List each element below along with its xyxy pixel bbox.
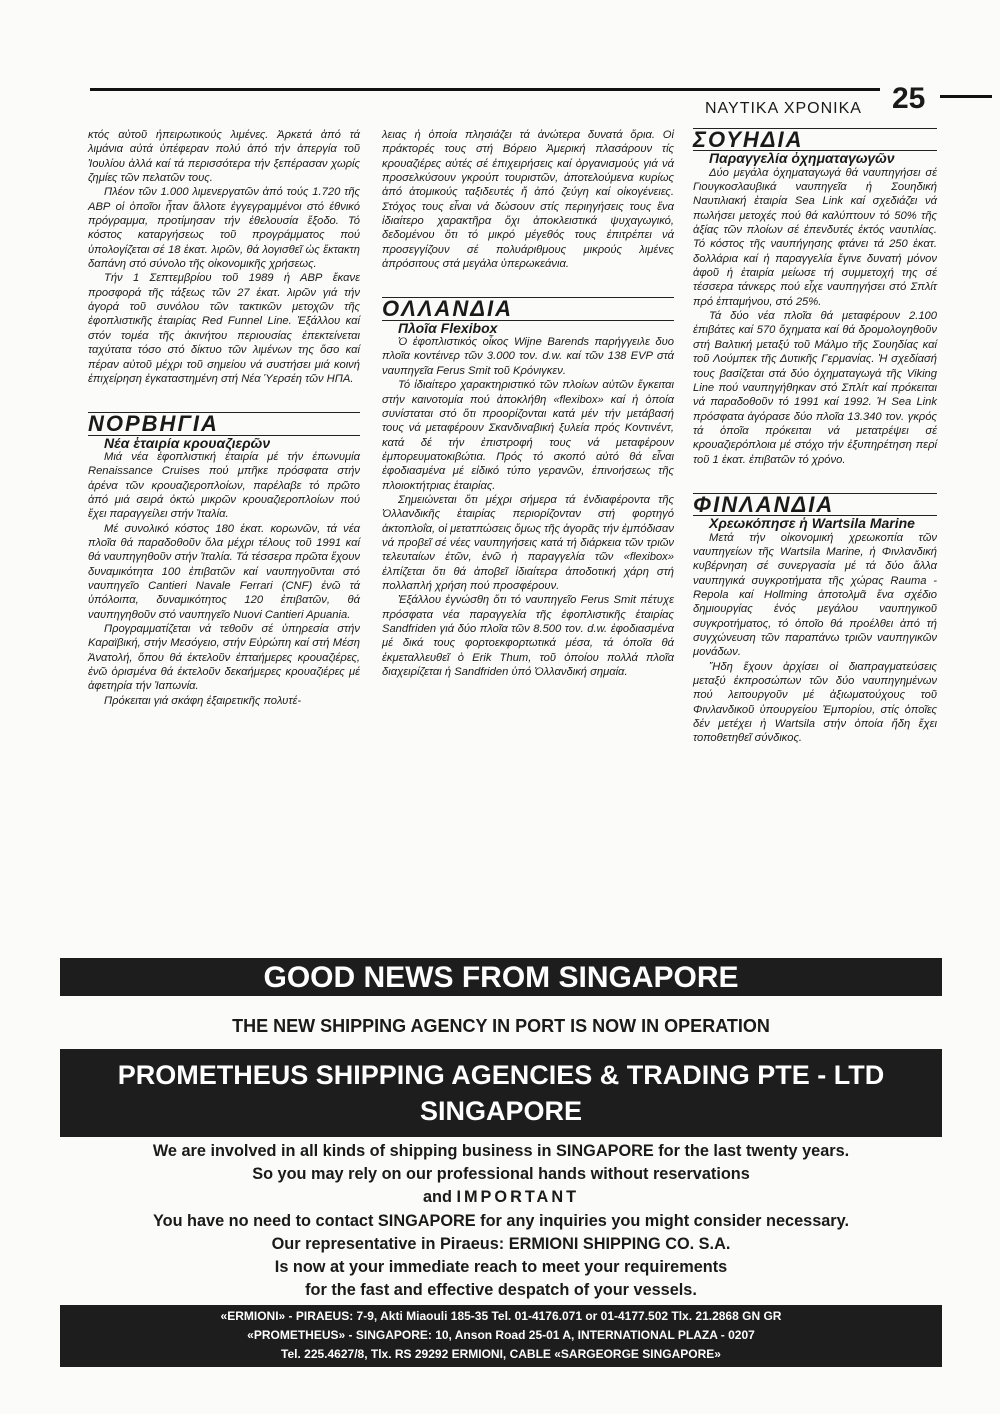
page-number: 25: [892, 82, 926, 115]
ad-line: for the fast and effective despatch of your vessels.: [305, 1281, 697, 1300]
paragraph: Δύο μεγάλα ὀχηματαγωγά θά ναυπηγήσει σέ Γιουγκοσλαυβικά ναυπηγεῖα ἡ Σουηδική Ναυτιλιακή ἑταιρία Sea Link καί σχεδιάζει νά πωλήσει μετοχές πού θά καλύπτουν τό 50% τῆς ἀξίας τῶν πλοίων σέ ἐπενδυτές ἐκτός ναυτιλίας. Τό κόστος τῆς ναυπήγησης φτάνει τά 250 ἑκατ. δολλάρια καί ἡ παραγγελία ἔγινε δυνατή μόνον ἀφοῦ ἡ ἑταιρία μείωσε τή συμμετοχή της σέ τέσσερα τάνκερς πού εἶχε ναυπηγήσει στό Σπλίτ πρό ἑπταμήνου, στό 25%.: [693, 166, 937, 308]
section-heading-finland: ΦΙΝΛΑΝΔΙΑ: [693, 493, 937, 516]
company-name: PROMETHEUS SHIPPING AGENCIES & TRADING PTE - LTD: [117, 1060, 885, 1090]
section-heading-sweden: ΣΟΥΗΔΙΑ: [693, 128, 937, 151]
contact-line: Tel. 225.4627/8, Tlx. RS 29292 ERMIONI, CABLE «SARGEORGE SINGAPORE»: [281, 1347, 721, 1361]
ad-line: Is now at your immediate reach to meet your requirements: [274, 1258, 728, 1277]
paragraph: Τήν 1 Σεπτεμβρίου τοῦ 1989 ἡ ΑΒΡ ἔκανε προσφορά τῆς τάξεως τῶν 27 ἑκατ. λιρῶν γιά τήν ἀγορά τοῦ συνόλου τῶν τακτικῶν μετοχῶν τῆς ἐφοπλιστικῆς ἑταιρίας Red Funnel Line. Ἐξάλλου καί στόν τομέα τῆς ἀκινήτου περιουσίας ἐπεκτείνεται ταχύτατα τόσο στό δίκτυο τῶν λιμένων της ὅσο καί πέραν αὐτοῦ μέχρι τοῦ σημείου νά συστήσει μιά κοινή ἐπιχείρηση ἐγκαταστημένη στή Νέα Ὑερσέη τῶν ΗΠΑ.: [88, 272, 360, 385]
ad-body: [60, 1140, 942, 1302]
column-1: [88, 128, 360, 708]
subheading: Παραγγελία ὀχηματαγωγῶν: [709, 150, 895, 167]
ad-line: So you may rely on our professional hands without reservations: [252, 1165, 750, 1184]
header-rule: [90, 88, 880, 91]
paragraph: Μετά τήν οἰκονομική χρεωκοπία τῶν ναυπηγείων τῆς Wartsila Marine, ἡ Φινλανδική κυβέρνηση σέ συνεργασία μέ τά δύο ἄλλα ναυπηγικά συγκροτήματα τῆς χώρας Rauma - Repola καί Hollming ἀποτολμᾶ ἕνα σχέδιο δημιουργίας ἑνός μεγάλου ναυπηγικοῦ συγκροτήματος, τό ὁποῖο θά προέλθει ἀπό τή συγχώνευση τῶν παραπάνω τριῶν ναυπηγικῶν μονάδων.: [693, 531, 937, 659]
paragraph: κτός αὐτοῦ ἠπειρωτικούς λιμένες. Ἀρκετά ἀπό τά λιμάνια αὐτά ὑπέφεραν πολύ ἀπό τήν ἀπεργία τοῦ Ἰουλίου ἀλλά καί τά περισσότερα τήν ξεπέρασαν χωρίς ζημίες τῶν πελατῶν τους.: [88, 129, 360, 185]
column-2: [382, 128, 674, 679]
paragraph: Μέ συνολικό κόστος 180 ἑκατ. κορωνῶν, τά νέα πλοῖα θά παραδοθοῦν ὅλα μέχρι τέλους τοῦ 1991 καί θά ναυπηγηθοῦν στήν Ἰταλία. Τά τέσσερα πρῶτα ἔχουν δυναμικότητα 100 ἐπιβατῶν καί ναυπηγοῦνται στό ναυπηγεῖο Cantieri Navale Ferrari (CNF) ἐνῶ τά ὑπόλοιπα, δυναμικότητος 120 ἐπιβατῶν, θά ναυπηγηθοῦν στό ναυπηγεῖο Nuovi Cantieri Apuania.: [88, 522, 360, 621]
contact-line: «ERMIONI» - PIRAEUS: 7-9, Akti Miaouli 185-35 Tel. 01-4176.071 or 01-4177.502 Tlx. 21.2868 GN GR: [220, 1309, 782, 1323]
paragraph: Σημειώνεται ὅτι μέχρι σήμερα τά ἐνδιαφέροντα τῆς Ὀλλανδικῆς ἑταιρίας περιορίζονταν στή φορτηγό ἀκτοπλοΐα, οἱ μετατπώσεις ὅμως τῆς ἀγορᾶς τήν ἐμπόδισαν νά προβεῖ σέ νέες ναυπηγήσεις κατά τή διάρκεια τῶν τριῶν τελευταίων ἐτῶν, ἐνῶ ἡ παραγγελία τῶν «flexibox» ἐλπίζεται ὅτι θά ἀποβεῖ ἰδιαίτερα ἀποδοτική χάρη στή πολλαπλή χρήση πού προσφέρουν.: [382, 493, 674, 592]
magazine-name: ΝΑΥΤΙΚΑ ΧΡΟΝΙΚΑ: [705, 100, 862, 117]
paragraph: Προγραμματίζεται νά τεθοῦν σέ ὑπηρεσία στήν Καραϊβική, στήν Μεσόγειο, στήν Εὐρώπη καί στή Μέση Ἀνατολή, ὅπου θά ἐκτελοῦν ἐπταήμερες κρουαζιέρες, ἐνῶ ὁρισμένα θά ἐκτελοῦν δεκαήμερες κρουαζιέρες μέ ἀφετηρία τήν Ἰαπωνία.: [88, 623, 360, 693]
header-rule-right: [940, 95, 992, 98]
paragraph: Πρόκειται γιά σκάφη ἐξαιρετικῆς πολυτέ-: [104, 694, 302, 707]
ad-company-banner: [60, 1049, 942, 1137]
subheading: Νέα ἑταιρία κρουαζιερῶν: [104, 434, 271, 451]
ad-line: You have no need to contact SINGAPORE for any inquiries you might consider necessary.: [152, 1211, 850, 1230]
paragraph: Ἤδη ἔχουν ἀρχίσει οἱ διαπραγματεύσεις μεταξύ ἐκπροσώπων τῶν δύο ναυπηγημένων πού λειτουργοῦν μέ ἀξιωματούχους τοῦ Φινλανδικοῦ ὑπουργείου Ἐμπορίου, στίς ὁποῖες δέν μετέχει ἡ Wartsila στήν ὁποία ἤδη ἔχει τοποθετηθεῖ σύνδικος.: [693, 660, 937, 745]
ad-subtitle: THE NEW SHIPPING AGENCY IN PORT IS NOW IN OPERATION: [232, 1016, 770, 1036]
paragraph: Μιά νέα ἐφοπλιστική ἑταιρία μέ τήν ἐπωνυμία Renaissance Cruises πού μπῆκε πρόσφατα στήν ἀρένα τῶν κρουαζιεροπλοίων, παρέλαβε τό πρῶτο ἀπό μιά σειρά ὀκτώ μικρῶν κρουαζιεροπλοίων πού ἔχει παραγγείλει στήν Ἰταλία.: [88, 450, 360, 521]
subheading: Χρεωκόπησε ἡ Wartsila Marine: [709, 515, 915, 532]
paragraph: Ἐξάλλου ἐγνώσθη ὅτι τό ναυπηγεῖο Ferus Smit πέτυχε πρόσφατα νέα παραγγελία τῆς ἐφοπλιστικῆς ἑταιρίας Sandfriden γιά δύο πλοῖα τῶν 8.500 τον. d.w. ἐφοδιασμένα μέ δικά τους φορτοεκφορτωτικά μέσα, τά ὁποῖα θά ἐκμεταλλευθεῖ ὁ Erik Thum, τοῦ ὁποίου πολλά πλοῖα διαχειρίζεται ἡ Sandfriden ὑπό Ὀλλανδική σημαία.: [382, 594, 674, 679]
paragraph: Τό ἰδιαίτερο χαρακτηριστικό τῶν πλοίων αὐτῶν ἔγκειται στήν καινοτομία πού ἀποκλήθη «flexibox» καί ἡ ὁποία συνίσταται στό ὅτι προορίζονται κατά μέν τήν μετάβασή τους νά μεταφέρουν Σκανδιναβική ξυλεία πρός Κοντινέντ, κατά δέ τήν ἐπιστροφή τους νά μεταφέρουν ἐμπορευματοκιβώτια. Πρός τό σκοπό αὐτό θά εἶναι ἐφοδιασμένα μέ εἰδικό τύπο γερανῶν, ἐπινοήσεως τῆς πλοιοκτήτριας ἑταιρίας.: [382, 379, 674, 492]
company-location: SINGAPORE: [419, 1096, 583, 1126]
ad-contact-footer: [60, 1305, 942, 1367]
paragraph: Πλέον τῶν 1.000 λιμενεργατῶν ἀπό τούς 1.720 τῆς ΑΒΡ οἱ ὁποῖοι ἦταν ἄλλοτε ἐγγεγραμμένοι στό ἐθνικό πρόγραμμα, προτίμησαν τήν ἐθελουσία ἔξοδο. Τό κόστος καταργήσεως τοῦ προγράμματος πού ὑπολογίζεται σέ 18 ἑκατ. λιρῶν, θά λογισθεῖ ὡς ἔκτακτη δαπάνη στό σύνολο τῆς οἰκονομικῆς χρήσεως.: [88, 186, 360, 271]
ad-line: [60, 1186, 942, 1209]
ad-line: We are involved in all kinds of shipping business in SINGAPORE for the last twenty years.: [152, 1142, 850, 1160]
subheading: Πλοῖα Flexibox: [398, 319, 498, 336]
paragraph: Ὁ ἐφοπλιστικός οἶκος Wijne Barends παρήγγειλε δυο πλοῖα κοντέινερ τῶν 3.000 τον. d.w. καί τῶν 138 EVP στά ναυπηγεῖα Ferus Smit τοῦ Κρόνιγκεν.: [382, 336, 674, 377]
section-heading-norway: ΝΟΡΒΗΓΙΑ: [88, 412, 360, 435]
paragraph: Τά δύο νέα πλοῖα θά μεταφέρουν 2.100 ἐπιβάτες καί 570 ὄχηματα καί θά δρομολογηθοῦν στή Βαλτική μεταξύ τοῦ Μάλμο τῆς Σουηδίας καί τοῦ Λούμπεκ τῆς Δυτικῆς Γερμανίας. Ἡ σχεδίασή τους βασίζεται στά δύο ὀχηματαγωγά τῆς Viking Line πού ναυπηγήθηκαν στό Σπλίτ καί πρόκειται νά παραδοθοῦν τό 1991 καί 1992. Ἡ Sea Link πρόσφατα ἀγόρασε δύο πλοῖα 13.340 τον. γκρός τά ὁποῖα πρόκειται νά μετατρέψει σέ κρουαζιερόπλοια μέ στόχο τήν ἐξυπηρέτηση περί τοῦ 1 ἑκατ. ἐπιβατῶν τό χρόνο.: [693, 310, 937, 466]
ad-important: IMPORTANT: [456, 1188, 580, 1207]
paragraph: λειας ἡ ὁποία πλησιάζει τά ἀνώτερα δυνατά ὅρια. Οἱ πράκτορές τους στή Βόρειο Ἀμερική πλασάρουν τίς κρουαζιέρες αὐτές σέ ἐπιχειρήσεις καί ὀργανισμούς γιά νά προσελκύσουν γκρούπ τουριστῶν, ἀποτελούμενα κυρίως ἀπό ἀτομικούς ταξιδευτές ἤ ἀπό ζεύγη καί οἰκογένειες. Στόχος τους εἶναι νά δώσουν στίς περιηγήσεις τους ἕνα ἰδιαίτερο χαρακτῆρα ὄχι ἀποκλειστικά ψυχαγωγικό, δεδομένου ὅτι τό μικρό μέγεθός τους ἐπιτρέπει νά προσεγγίζουν σέ πολυάριθμους μικρούς λιμένες ἀπρόσιτους στά μεγάλα ὑπερωκεάνια.: [382, 129, 674, 271]
section-heading-netherlands: ΟΛΛΑΝΔΙΑ: [382, 297, 674, 320]
column-3: [693, 128, 937, 746]
ad-line-prefix: and: [422, 1188, 457, 1207]
ad-title-banner: GOOD NEWS FROM SINGAPORE: [60, 958, 942, 996]
contact-line: «PROMETHEUS» - SINGAPORE: 10, Anson Road 25-01 A, INTERNATIONAL PLAZA - 0207: [247, 1328, 755, 1342]
ad-line: Our representative in Piraeus: ERMIONI SHIPPING CO. S.A.: [271, 1234, 731, 1253]
